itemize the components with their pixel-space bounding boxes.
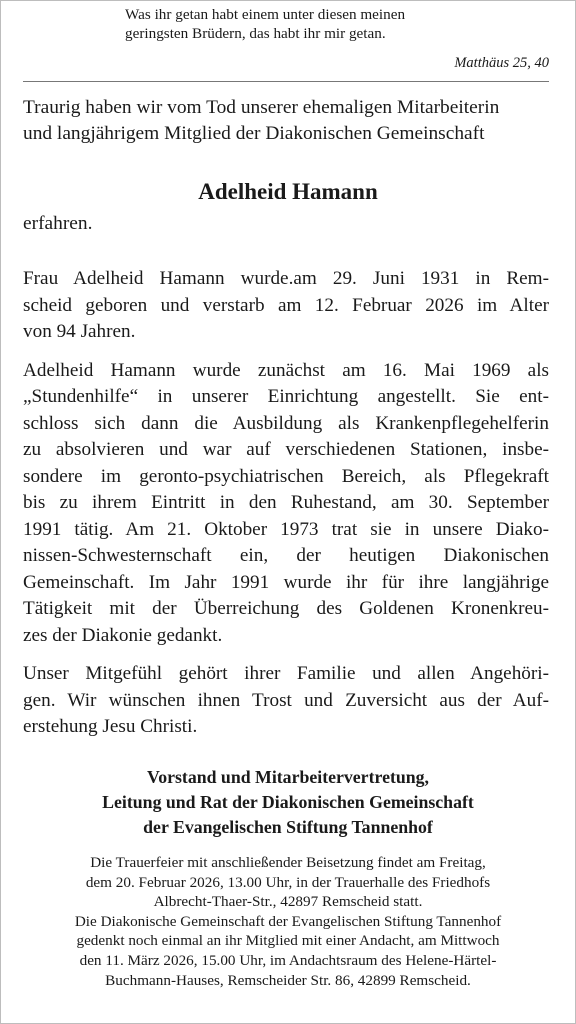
signature-line: der Evangelischen Stiftung Tannenhof [143,817,433,837]
obituary-body [23,266,549,753]
text-line: von 94 Jahren. [23,321,136,342]
funeral-notes [1,853,575,990]
verse-reference: Matthäus 25, 40 [454,55,549,71]
text-line: sondere im geronto-psychiatrischen Bereich, als Pflegekraft [23,465,549,487]
divider [23,81,549,82]
text-line: 1991 tätig. Am 21. Oktober 1973 trat sie in unsere Diako- [23,518,549,540]
note-line: Die Diakonische Gemeinschaft der Evangelischen Stiftung Tannenhof [74,912,502,930]
text-line: Gemeinschaft. Im Jahr 1991 wurde ihr für ihre langjährige [23,571,549,593]
note-line: Buchmann-Hauses, Remscheider Str. 86, 42899 Remscheid. [105,971,471,989]
note-line: den 11. März 2026, 15.00 Uhr, im Andachtsraum des Helene-Härtel- [79,951,497,969]
intro-text [23,95,549,147]
note-line: Die Trauerfeier mit anschließender Beisetzung findet am Freitag, [90,854,486,871]
signature-block [1,765,575,840]
deceased-name: Adelheid Hamann [198,179,378,204]
text-line: Unser Mitgefühl gehört ihrer Familie und allen Angehöri- [23,663,549,684]
text-line: zu absolvieren und war auf verschiedenen Stationen, insbe- [23,439,549,460]
text-line: scheid geboren und verstarb am 12. Februar 2026 im Alter [23,294,549,316]
paragraph-career [23,358,549,650]
note-line: gedenkt noch einmal an ihr Mitglied mit einer Andacht, am Mittwoch [76,932,500,950]
text-line: zes der Diakonie gedankt. [23,624,223,646]
text-line: Frau Adelheid Hamann wurde.am 29. Juni 1931 in Rem- [23,268,549,289]
paragraph-birth [23,266,549,346]
text-line: nissen-Schwesternschaft ein, der heutigen Diakonischen [23,545,549,566]
verse-line: geringsten Brüdern, das habt ihr mir getan. [125,25,386,42]
text-line: bis zu ihrem Eintritt in den Ruhestand, am 30. September [23,492,549,513]
text-line: Tätigkeit mit der Überreichung des Goldenen Kronenkreu- [23,598,549,619]
erfahren-text: erfahren. [23,213,93,234]
note-line: dem 20. Februar 2026, 13.00 Uhr, in der Trauerhalle des Friedhofs [85,873,491,891]
text-line: Adelheid Hamann wurde zunächst am 16. Mai 1969 als [23,359,549,381]
text-line: „Stundenhilfe“ in unserer Einrichtung angestellt. Sie ent- [23,386,549,407]
intro-line: Traurig haben wir vom Tod unserer ehemaligen Mitarbeiterin [23,97,500,118]
signature-line: Vorstand und Mitarbeitervertretung, [146,767,429,787]
verse-line: Was ihr getan habt einem unter diesen meinen [125,6,406,23]
text-line: gen. Wir wünschen ihnen Trost und Zuversicht aus der Auf- [23,689,549,711]
intro-line: und langjährigem Mitglied der Diakonischen Gemeinschaft [23,123,485,144]
text-line: erstehung Jesu Christi. [23,716,198,737]
bible-verse [125,5,405,43]
note-line: Albrecht-Thaer-Str., 42897 Remscheid statt. [153,893,423,911]
paragraph-condolence [23,661,549,741]
signature-line: Leitung und Rat der Diakonischen Gemeinschaft [102,792,474,812]
text-line: schloss sich dann die Ausbildung als Krankenpflegehelferin [23,412,549,434]
